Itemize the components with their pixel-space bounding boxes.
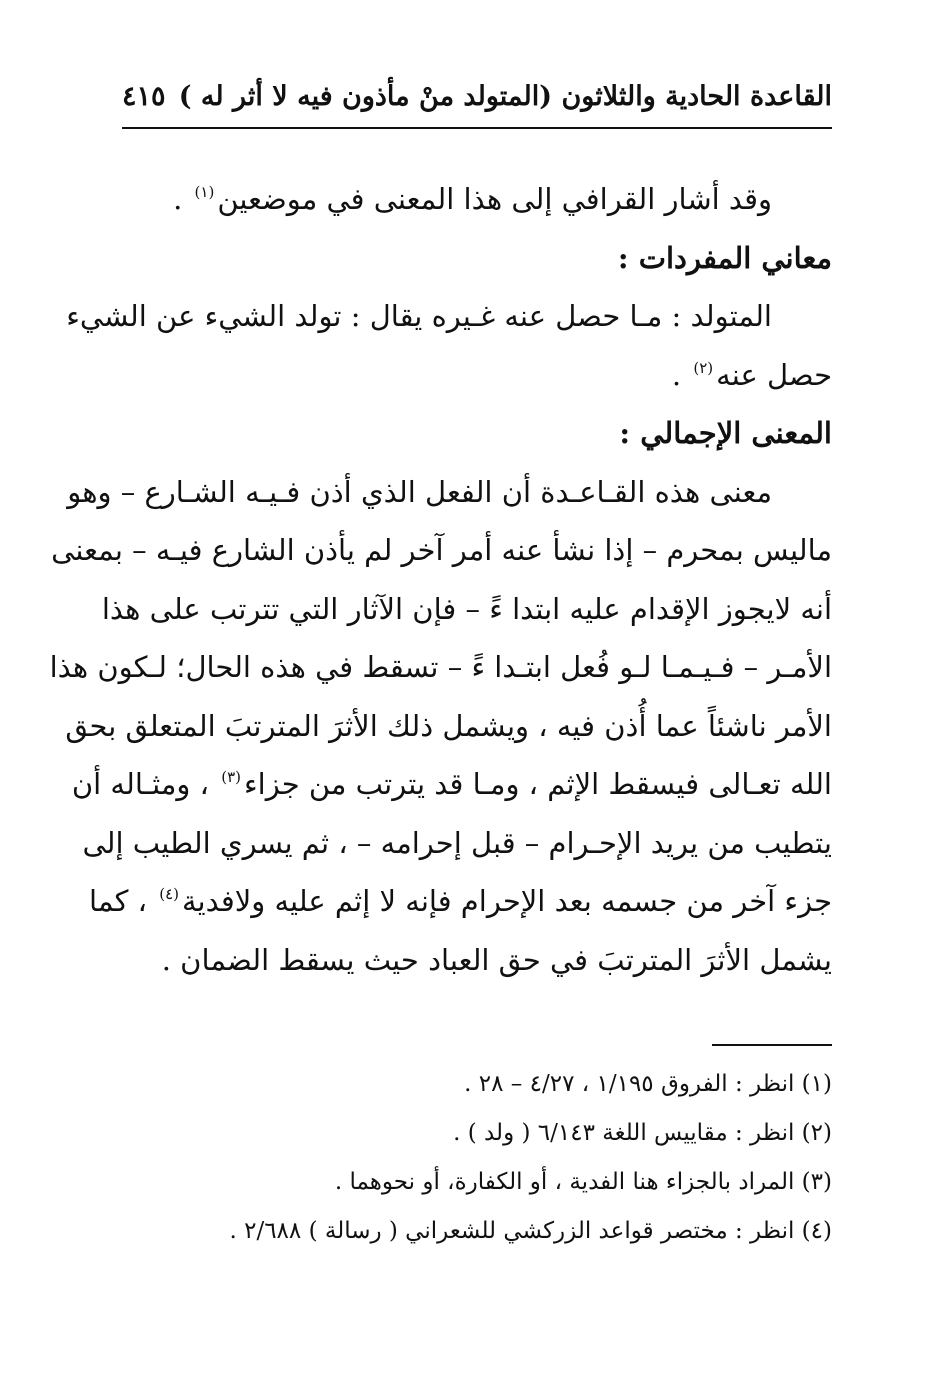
text-line: ماليس بمحرم – إذا نشأ عنه أمر آخر لم يأذن الشارع فيـه – بمعنى xyxy=(51,533,832,567)
page-number: ٤١٥ xyxy=(122,80,166,112)
footnote: (٢) انظر : مقاييس اللغة ٦/١٤٣ ( ولد ) . xyxy=(453,1120,832,1146)
header-rule xyxy=(122,127,832,129)
text-line: يشمل الأثرَ المترتبَ في حق العباد حيث يسقط الضمان . xyxy=(161,942,832,977)
body-text xyxy=(49,170,832,989)
text-line: يتطيب من يريد الإحـرام – قبل إحرامه – ، ثم يسري الطيب إلى xyxy=(82,825,832,860)
section-heading-vocabulary: معاني المفردات : xyxy=(617,240,832,275)
footnote-ref: (٢) xyxy=(693,358,714,377)
footnote-ref: (٣) xyxy=(221,768,242,786)
footnote-ref: (١) xyxy=(194,183,215,201)
text-line: جزء آخر من جسمه بعد الإحرام فإنه لا إثم عليه ولافدية$^{(٤)}$ ، كما xyxy=(88,884,832,918)
text-line: معنى هذه القـاعـدة أن الفعل الذي أذن فـيـه الشـارع – وهو xyxy=(67,474,772,509)
text-line: الله تعـالى فيسقط الإثم ، ومـا قد يترتب من جزاء$^{(٣)}$ ، ومثـاله أن xyxy=(71,767,832,801)
text-line: الأمـر – فـيـمـا لـو فُعل ابتـدا ءً – تسقط في هذه الحال؛ لـكون هذا xyxy=(49,650,832,684)
running-title: القاعدة الحادية والثلاثون (المتولد منْ مأذون فيه لا أثر له ) xyxy=(178,80,832,112)
section-heading-general-meaning: المعنى الإجمالي : xyxy=(619,416,832,450)
footnote-separator xyxy=(712,1044,832,1046)
footnote: (١) انظر : الفروق ١/١٩٥ ، ٤/٢٧ – ٢٨ . xyxy=(464,1071,832,1097)
text-line: حصل عنه$^{(٢)}$ . xyxy=(671,357,832,392)
footnote: (٣) المراد بالجزاء هنا الفدية ، أو الكفارة، أو نحوهما . xyxy=(334,1169,832,1195)
text-line: المتولد : مـا حصل عنه غـيره يقال : تولد الشيء عن الشيء xyxy=(66,299,772,333)
text-line: أنه لايجوز الإقدام عليه ابتدا ءً – فإن الآثار التي تترتب على هذا xyxy=(101,591,832,626)
footnote: (٤) انظر : مختصر قواعد الزركشي للشعراني ( رسالة ) ٢/٦٨٨ . xyxy=(229,1218,832,1244)
page-header xyxy=(122,68,832,124)
footnotes xyxy=(122,1060,832,1256)
text-line: الأمر ناشئاً عما أُذن فيه ، ويشمل ذلك الأثرَ المترتبَ المتعلق بحق xyxy=(65,708,832,743)
text-line: وقد أشار القرافي إلى هذا المعنى في موضعين$^{(١)}$ . xyxy=(173,182,772,216)
footnote-ref: (٤) xyxy=(159,885,179,903)
